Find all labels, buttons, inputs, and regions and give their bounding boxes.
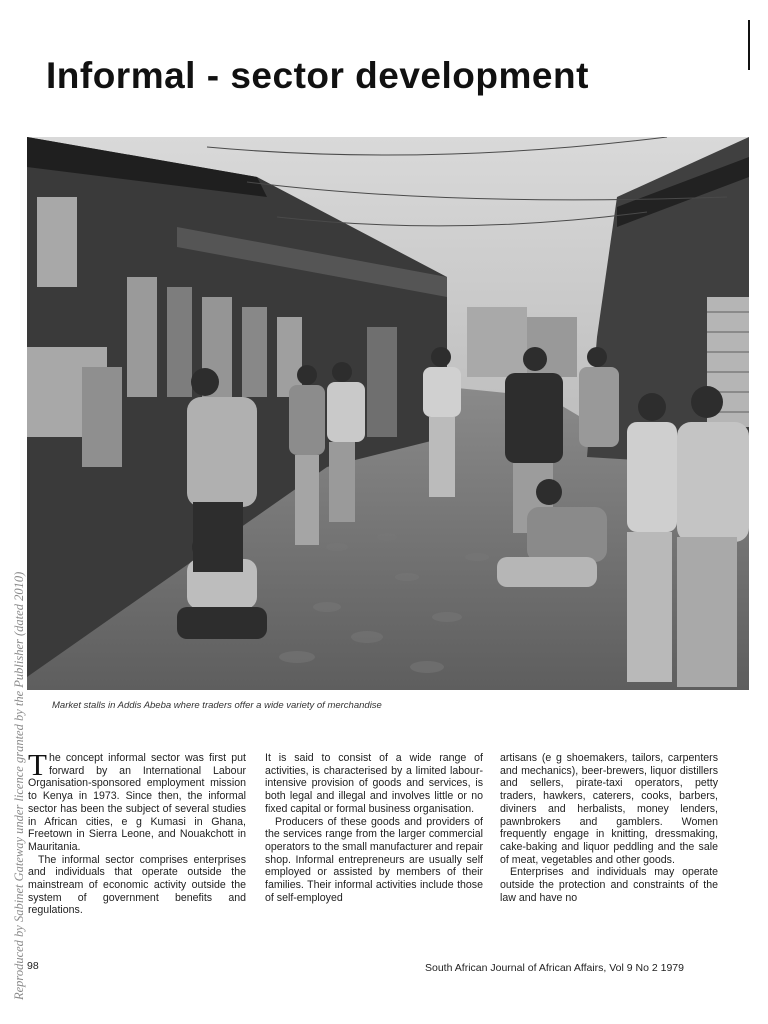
text-column-1: [28, 747, 246, 917]
journal-citation: South African Journal of African Affairs, Vol 9 No 2 1979: [425, 962, 684, 974]
photo-caption: Market stalls in Addis Abeba where traders offer a wide variety of merchandise: [52, 700, 382, 711]
page-number: 98: [27, 960, 39, 972]
paragraph: Enterprises and individuals may operate outside the protection and constraints of the law and have no: [500, 866, 718, 904]
text-column-3: [500, 752, 718, 904]
drop-cap: T: [28, 747, 47, 782]
article-title: Informal - sector development: [46, 55, 589, 96]
paragraph: artisans (e g shoemakers, tailors, carpenters and mechanics), beer-brewers, liquor distillers and sellers, pirate-taxi operators, petty traders, hawkers, caterers, cooks, barbers, diviners and herbalists, money lenders, pawnbrokers and gamblers. Women frequently engage in knitting, dressmaking, cake-baking and liquor peddling and the sale of meat, vegetables and other goods.: [500, 752, 718, 866]
paragraph: [28, 747, 246, 854]
market-photo: [27, 137, 749, 690]
paragraph-text: he concept informal sector was first put forward by an International Labour Organisation-sponsored employment mission to Kenya in 1973. Since then, the informal sector has been the subject of several studies in African cities, e g Kumasi in Ghana, Freetown in Sierra Leone, and Nouakchott in Mauritania.: [28, 752, 246, 853]
paragraph: Producers of these goods and providers of the services range from the larger commercial operators to the small manufacturer and repair shop. Informal entrepreneurs are usually self employed or assisted by members of their families. Their informal activities include those of self-employed: [265, 815, 483, 904]
paragraph: It is said to consist of a wide range of activities, is characterised by a limited labour-intensive provision of goods and services, is both legal and illegal and involves little or no fixed capital or formal business organisation.: [265, 752, 483, 815]
licence-watermark: Reproduced by Sabinet Gateway under licence granted by the Publisher (dated 2010): [12, 571, 26, 1000]
paragraph: The informal sector comprises enterprises and individuals that operate outside the mainstream of economic activity outside the system of government benefits and regulations.: [28, 853, 246, 917]
text-column-2: [265, 752, 483, 904]
margin-rule: [748, 20, 750, 70]
